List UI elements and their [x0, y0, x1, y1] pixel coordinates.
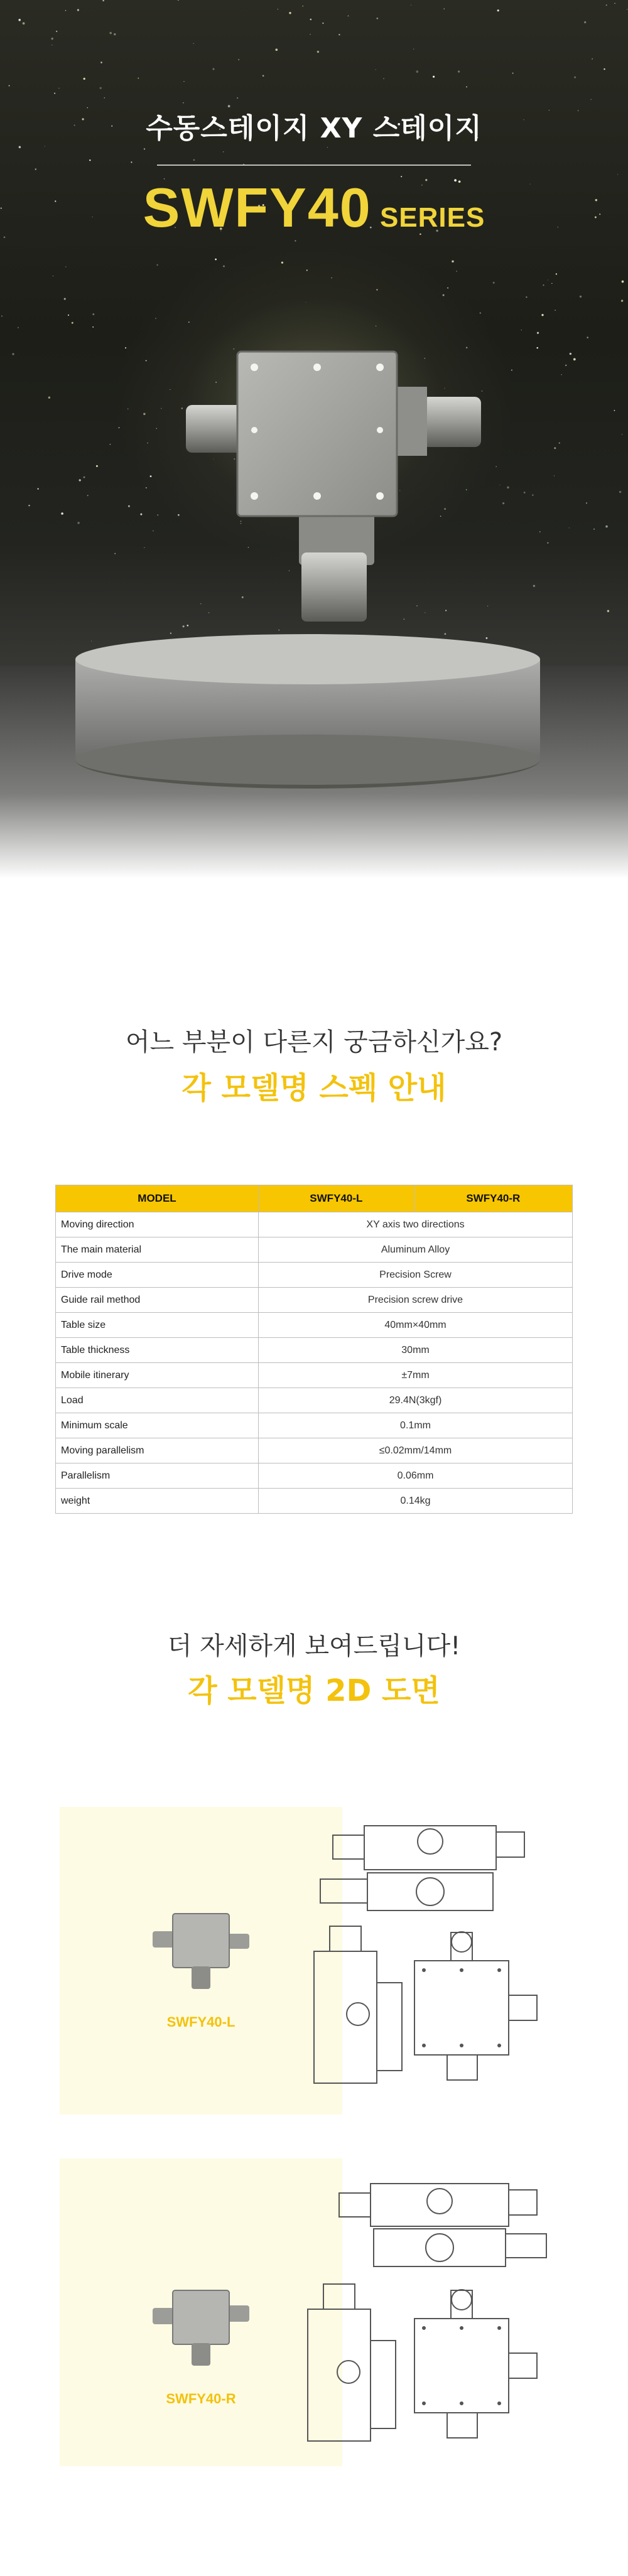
- star: [92, 313, 94, 315]
- table-row: [56, 1212, 573, 1237]
- star: [58, 88, 59, 89]
- spec-value: 40mm×40mm: [259, 1313, 573, 1338]
- star: [383, 78, 384, 79]
- star: [493, 282, 495, 284]
- drawing-question: 더 자세하게 보여드립니다!: [167, 1632, 461, 1661]
- table-row: [56, 1438, 573, 1463]
- spec-label: Parallelism: [56, 1463, 259, 1489]
- spec-question: 어느 부분이 다른지 궁금하신가요?: [125, 1028, 503, 1057]
- star: [68, 315, 69, 316]
- star: [89, 159, 90, 161]
- spec-heading: 각 모델명 스펙 안내: [181, 1070, 447, 1106]
- star: [104, 97, 105, 98]
- bottom-knob: [301, 552, 367, 622]
- spec-value: 0.06mm: [259, 1463, 573, 1489]
- star: [452, 261, 453, 262]
- star: [526, 296, 527, 298]
- drawing-heading: 각 모델명 2D 도면: [188, 1673, 440, 1708]
- star: [614, 3, 615, 4]
- spec-header-model: MODEL: [56, 1185, 259, 1212]
- spec-header-l: SWFY40-L: [259, 1185, 414, 1212]
- star: [144, 148, 145, 149]
- spec-header-r: SWFY40-R: [414, 1185, 572, 1212]
- star: [131, 161, 132, 163]
- star: [556, 273, 557, 274]
- star: [193, 43, 194, 44]
- spec-label: Mobile itinerary: [56, 1363, 259, 1388]
- model-thumb-l: [141, 1901, 261, 1995]
- star: [338, 34, 340, 35]
- star: [551, 283, 552, 284]
- spec-value: ±7mm: [259, 1363, 573, 1388]
- star: [456, 271, 457, 272]
- spec-table: [55, 1185, 573, 1514]
- star: [584, 21, 586, 23]
- table-row: [56, 1237, 573, 1263]
- star: [621, 299, 623, 301]
- table-row: [56, 1363, 573, 1388]
- product-render: [0, 326, 628, 879]
- star: [310, 34, 311, 35]
- star: [289, 12, 291, 14]
- star: [213, 68, 215, 70]
- pedestal-bottom: [75, 735, 540, 785]
- star: [617, 174, 618, 175]
- series-name: SWFY40: [143, 176, 372, 239]
- star: [541, 314, 543, 316]
- spec-value: XY axis two directions: [259, 1212, 573, 1237]
- star: [237, 97, 238, 99]
- model-label-r: SWFY40-R: [166, 2391, 236, 2406]
- star: [109, 32, 112, 35]
- table-row: [56, 1338, 573, 1363]
- spec-label: Drive mode: [56, 1263, 259, 1288]
- star: [443, 8, 445, 9]
- spec-value: ≤0.02mm/14mm: [259, 1438, 573, 1463]
- table-row: [56, 1463, 573, 1489]
- spec-value: 29.4N(3kgf): [259, 1388, 573, 1413]
- cad-drawing-l: [283, 1807, 566, 2115]
- star: [51, 38, 53, 40]
- star: [84, 78, 85, 80]
- star: [178, 0, 179, 1]
- spec-value: 0.14kg: [259, 1489, 573, 1514]
- star: [590, 99, 592, 100]
- star: [543, 284, 544, 286]
- table-row: [56, 1489, 573, 1514]
- star: [604, 68, 605, 70]
- star: [156, 264, 158, 266]
- star: [466, 87, 467, 88]
- spec-label: Moving direction: [56, 1212, 259, 1237]
- drawing-panel-r: [60, 2158, 566, 2466]
- star: [100, 87, 102, 89]
- spec-label: weight: [56, 1489, 259, 1514]
- star: [56, 31, 57, 32]
- star: [376, 18, 378, 19]
- star: [512, 73, 514, 74]
- star: [100, 62, 102, 63]
- spec-value: 0.1mm: [259, 1413, 573, 1438]
- series-suffix: SERIES: [371, 202, 485, 233]
- star: [23, 22, 25, 24]
- star: [574, 77, 576, 78]
- star: [64, 298, 66, 300]
- spec-label: Minimum scale: [56, 1413, 259, 1438]
- hero-banner: [0, 0, 628, 879]
- star: [592, 58, 593, 60]
- star: [327, 147, 328, 148]
- star: [622, 281, 624, 283]
- star: [54, 93, 55, 94]
- star: [65, 266, 67, 267]
- star: [183, 81, 184, 82]
- star: [458, 70, 460, 72]
- pedestal-top: [75, 634, 540, 684]
- star: [77, 9, 79, 11]
- stage-plate: [237, 352, 397, 516]
- star: [580, 296, 582, 298]
- star: [114, 33, 116, 35]
- table-row: [56, 1313, 573, 1338]
- star: [275, 48, 278, 51]
- star: [72, 322, 73, 324]
- star: [9, 85, 10, 87]
- hero-title: 수동스테이지 XY 스테이지: [146, 112, 482, 144]
- spec-value: Precision screw drive: [259, 1288, 573, 1313]
- star: [223, 151, 224, 153]
- drawing-panel-l: [60, 1807, 566, 2115]
- table-row: [56, 1413, 573, 1438]
- star: [348, 15, 349, 16]
- star: [263, 75, 264, 77]
- spec-label: Moving parallelism: [56, 1438, 259, 1463]
- spec-label: Guide rail method: [56, 1288, 259, 1313]
- star: [433, 76, 435, 78]
- spec-label: The main material: [56, 1237, 259, 1263]
- hero-divider: [157, 164, 471, 166]
- model-thumb-r: [141, 2278, 261, 2372]
- star: [310, 19, 312, 21]
- table-row: [56, 1288, 573, 1313]
- star: [497, 9, 499, 11]
- table-row: [56, 1263, 573, 1288]
- star: [19, 146, 21, 149]
- star: [322, 23, 323, 24]
- star: [1, 315, 3, 316]
- star: [35, 168, 36, 170]
- cad-drawing-r: [283, 2158, 566, 2466]
- model-label-l: SWFY40-L: [166, 2014, 236, 2030]
- star: [317, 51, 319, 53]
- spec-value: Precision Screw: [259, 1263, 573, 1288]
- star: [18, 19, 21, 21]
- right-knob: [422, 397, 481, 447]
- spec-label: Load: [56, 1388, 259, 1413]
- star: [138, 78, 139, 79]
- spec-value: Aluminum Alloy: [259, 1237, 573, 1263]
- star: [238, 59, 239, 60]
- spec-header-row: [56, 1185, 573, 1212]
- star: [606, 4, 607, 6]
- star: [193, 159, 195, 161]
- star: [416, 70, 418, 73]
- spec-label: Table size: [56, 1313, 259, 1338]
- star: [555, 310, 556, 311]
- spec-value: 30mm: [259, 1338, 573, 1363]
- hero-series: [0, 176, 628, 240]
- spec-label: Table thickness: [56, 1338, 259, 1363]
- star: [65, 10, 66, 11]
- star: [102, 0, 104, 1]
- table-row: [56, 1388, 573, 1413]
- star: [51, 45, 53, 46]
- star: [413, 49, 414, 50]
